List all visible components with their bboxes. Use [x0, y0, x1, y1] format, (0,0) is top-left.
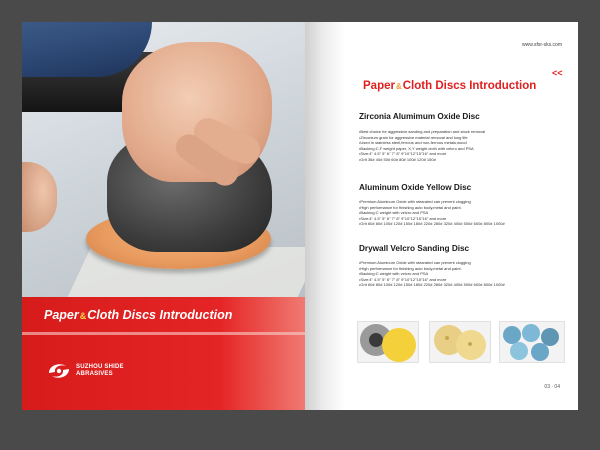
list-item: •Premium Aluminum Oxide with stearated can prevent clogging	[359, 260, 471, 265]
blue-disc-image	[499, 321, 565, 363]
divider-strip	[22, 332, 305, 335]
section-title-drywall: Drywall Velcro Sanding Disc	[359, 244, 470, 253]
list-item: •Size:4" 4.5" 5" 6" 7" 8" 9"10"12"15"16" and more	[359, 151, 447, 157]
list-item: •Backing:C,F weight paper, X,Y weight cloth with velcro and PSA	[359, 145, 474, 151]
chevron-left-icon: <<	[552, 68, 563, 78]
list-item: •Premium Aluminum Oxide with stearated can prevent clogging	[359, 199, 471, 204]
list-item: •Backing:C weight with velcro and PSA	[359, 271, 429, 277]
left-page	[22, 22, 305, 410]
list-item: •High performance for finishing auto body,metal and paint.	[359, 204, 462, 210]
website-url: www.sfsr-sks.com	[522, 42, 562, 48]
sanding-photo	[22, 22, 305, 297]
list-item: •Size:4" 4.5" 5" 6" 7" 8" 9"10"12"15"16" and more	[359, 215, 447, 221]
company-line1: SUZHOU SHIDE	[76, 364, 124, 370]
list-item: •Best choice for aggressive sanding and preparation and stock removal	[359, 129, 486, 134]
yellow-disc-image	[429, 321, 491, 363]
section-list-drywall	[359, 260, 505, 288]
list-item: •Grit 60# 80# 100# 120# 150# 180# 220# 280# 320# 400# 500# 600# 800# 1000#	[359, 221, 505, 227]
right-page-title	[363, 80, 536, 92]
list-item: •Backing:C weight with velcro and PSA	[359, 210, 429, 216]
title-part1: Paper	[44, 308, 79, 322]
right-page	[305, 22, 578, 410]
title-ampersand: &	[395, 82, 402, 91]
section-title-zirconia: Zirconia Alumimum Oxide Disc	[359, 112, 480, 121]
second-hand-image	[22, 162, 57, 232]
list-item: •Grit 36# 40# 50# 60# 80# 100# 120# 150#	[359, 156, 436, 162]
grey-disc-image	[357, 321, 419, 363]
title-part1: Paper	[363, 80, 395, 92]
list-item: •Size:4" 4.5" 5" 6" 7" 8" 9"10"12"15"16" and more	[359, 276, 447, 282]
left-page-title	[44, 308, 232, 322]
brochure-spread	[22, 22, 578, 410]
section-list-aluminum-yellow	[359, 199, 505, 227]
title-part2: Cloth Discs Introduction	[402, 80, 537, 92]
title-part2: Cloth Discs Introduction	[87, 308, 233, 322]
product-thumbnails	[357, 321, 562, 361]
list-item: •High performance for finishing auto body,metal and paint.	[359, 265, 462, 271]
list-item: •Zirconium grain for aggressive material removal and long life	[359, 134, 468, 140]
section-list-zirconia	[359, 129, 485, 163]
list-item: •Used in stainless steel,ferrous and non-ferrous metals,wood	[359, 140, 467, 146]
company-logo-icon	[46, 361, 72, 381]
list-item: •Grit 60# 80# 100# 120# 150# 180# 220# 280# 320# 400# 500# 600# 800# 1000#	[359, 282, 505, 288]
section-title-aluminum-yellow: Aluminum Oxide Yellow Disc	[359, 183, 472, 192]
page-number: 03 · 04	[544, 384, 560, 390]
company-name	[76, 364, 124, 378]
title-ampersand: &	[79, 311, 87, 321]
company-line2: ABRASIVES	[76, 371, 113, 377]
